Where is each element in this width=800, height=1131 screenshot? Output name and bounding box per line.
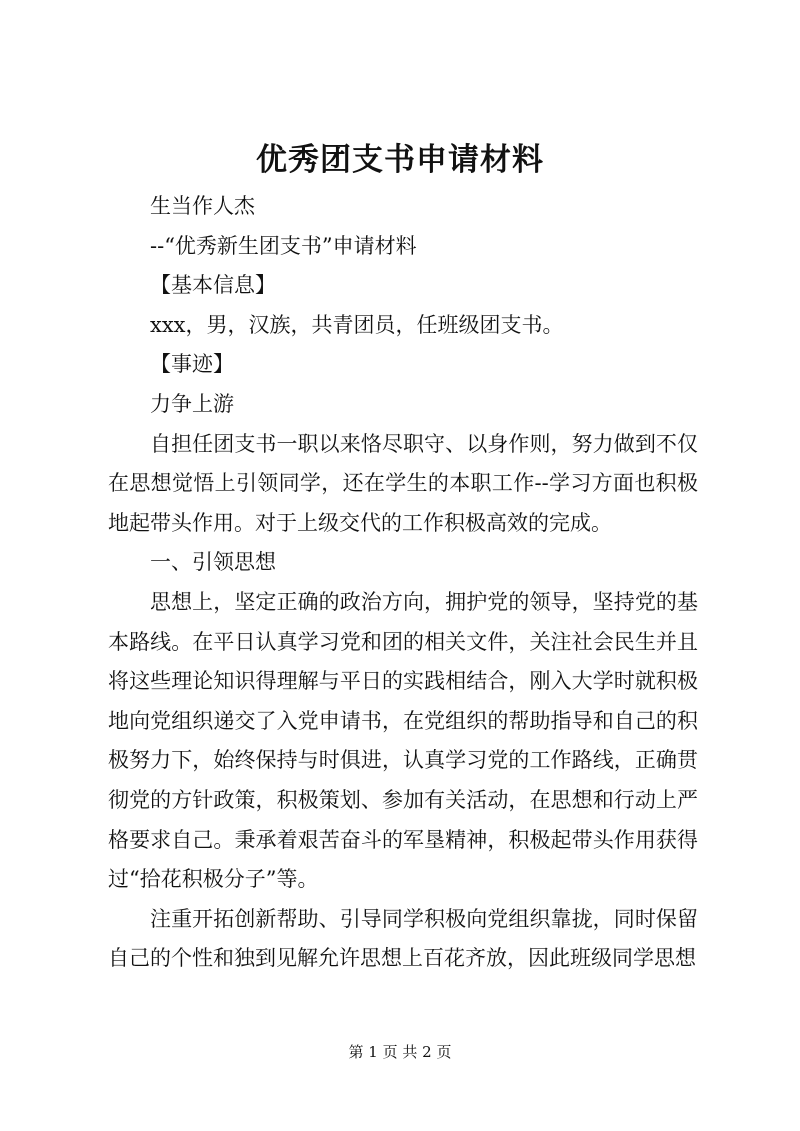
section-heading-deeds: 【事迹】	[150, 352, 234, 377]
paragraph-intro: 自担任团支书一职以来恪尽职守、以身作则，努力做到不仅在思想觉悟上引领同学，还在学生的本职工作--学习方面也积极地起带头作用。对于上级交代的工作积极高效的完成。	[108, 431, 698, 535]
section-heading-basic-info: 【基本信息】	[150, 273, 276, 298]
paragraph-motto: 生当作人杰	[150, 194, 255, 218]
page-footer: 第 1 页 共 2 页	[348, 1043, 452, 1061]
section-heading-lead-thought: 一、引领思想	[150, 550, 276, 575]
paragraph-thought: 思想上，坚定正确的政治方向，拥护党的领导，坚持党的基本路线。在平日认真学习党和团的相关文件，关注社会民生并且将这些理论知识得理解与平日的实践相结合，刚入大学时就积极地向党组织递交了入党申请书，在党组织的帮助指导和自己的积极努力下，始终保持与时俱进，认真学习党的工作路线，正确贯彻党的方针政策，积极策划、参加有关活动，在思想和行动上严格要求自己。秉承着艰苦奋斗的军垦精神，积极起带头作用获得过“拾花积极分子”等。	[108, 589, 698, 892]
paragraph-subtitle: --“优秀新生团支书”申请材料	[150, 233, 417, 258]
paragraph-basic-info: xxx，男，汉族，共青团员，任班级团支书。	[150, 312, 564, 337]
document-title: 优秀团支书申请材料	[256, 142, 544, 178]
document-body	[108, 187, 698, 979]
paragraph-heading-strive: 力争上游	[150, 391, 234, 416]
paragraph-innovation: 注重开拓创新帮助、引导同学积极向党组织靠拢，同时保留自己的个性和独到见解允许思想上百花齐放，因此班级同学思想	[108, 906, 698, 971]
